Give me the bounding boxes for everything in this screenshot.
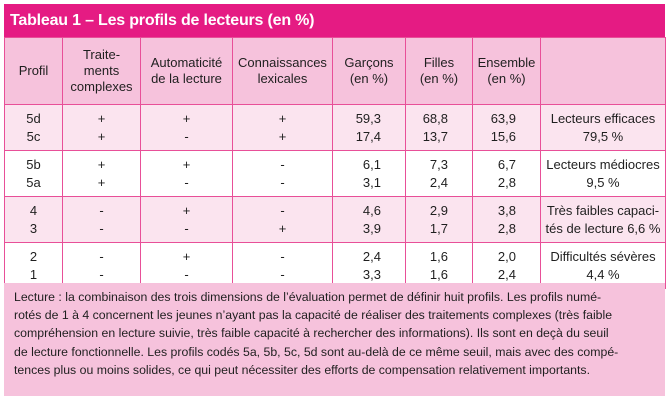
- reading-note: [4, 283, 665, 396]
- cell-garcons: 4,6 3,9: [333, 197, 406, 243]
- cell-ensemble: 2,0 2,4: [473, 243, 541, 289]
- header-garcons: Garçons (en %): [333, 38, 406, 105]
- cell-garcons: 6,1 3,1: [333, 151, 406, 197]
- cell-filles: 68,8 13,7: [406, 105, 473, 151]
- cell-categorie: Difficultés sévères 4,4 %: [541, 243, 666, 289]
- header-categorie: [541, 38, 666, 105]
- cell-categorie: Lecteurs médiocres 9,5 %: [541, 151, 666, 197]
- cell-garcons: 59,3 17,4: [333, 105, 406, 151]
- cell-profil: 4 3: [5, 197, 63, 243]
- cell-ensemble: 6,7 2,8: [473, 151, 541, 197]
- cell-garcons: 2,4 3,3: [333, 243, 406, 289]
- table-row: [5, 151, 666, 197]
- cell-profil: 5d 5c: [5, 105, 63, 151]
- note-line: de lecture fonctionnelle. Les profils codés 5a, 5b, 5c, 5d sont au-delà de ce même seuil, mais avec des compé-: [14, 344, 619, 359]
- table-row: [5, 105, 666, 151]
- table-title: Tableau 1 – Les profils de lecteurs (en %): [4, 4, 665, 37]
- cell-automaticite: + -: [141, 151, 233, 197]
- cell-filles: 1,6 1,6: [406, 243, 473, 289]
- cell-connaissances: - -: [233, 243, 333, 289]
- cell-categorie: Très faibles capaci- tés de lecture 6,6 %: [541, 197, 666, 243]
- cell-filles: 7,3 2,4: [406, 151, 473, 197]
- cell-ensemble: 3,8 2,8: [473, 197, 541, 243]
- header-row: [5, 38, 666, 105]
- table-row: [5, 197, 666, 243]
- note-line: Lecture : la combinaison des trois dimensions de l’évaluation permet de définir huit profils. Les profils numé-: [14, 290, 602, 304]
- cell-connaissances: + +: [233, 105, 333, 151]
- cell-connaissances: - -: [233, 151, 333, 197]
- cell-automaticite: + -: [141, 243, 233, 289]
- cell-traitements: - -: [63, 243, 141, 289]
- cell-profil: 5b 5a: [5, 151, 63, 197]
- cell-ensemble: 63,9 15,6: [473, 105, 541, 151]
- header-traitements: Traite- ments complexes: [63, 38, 141, 105]
- cell-traitements: + +: [63, 105, 141, 151]
- cell-profil: 2 1: [5, 243, 63, 289]
- cell-traitements: + +: [63, 151, 141, 197]
- note-line: tences plus ou moins solides, ce qui peut nécessiter des efforts de compensation relativement importants.: [14, 362, 590, 377]
- note-line: compréhension en lecture suivie, très faible capacité à rechercher des informations). Ils sont en deçà du seuil: [14, 326, 609, 341]
- cell-traitements: - -: [63, 197, 141, 243]
- cell-automaticite: + -: [141, 197, 233, 243]
- table-row: [5, 243, 666, 289]
- header-ensemble: Ensemble (en %): [473, 38, 541, 105]
- header-automaticite: Automaticité de la lecture: [141, 38, 233, 105]
- cell-automaticite: + -: [141, 105, 233, 151]
- header-filles: Filles (en %): [406, 38, 473, 105]
- cell-categorie: Lecteurs efficaces 79,5 %: [541, 105, 666, 151]
- note-line: rotés de 1 à 4 concernent les jeunes n’ayant pas la capacité de réaliser des traitements complexes (très faible: [14, 308, 613, 323]
- header-profil: Profil: [5, 38, 63, 105]
- cell-connaissances: - +: [233, 197, 333, 243]
- profiles-table: [4, 37, 666, 289]
- cell-filles: 2,9 1,7: [406, 197, 473, 243]
- header-connaissances: Connaissances lexicales: [233, 38, 333, 105]
